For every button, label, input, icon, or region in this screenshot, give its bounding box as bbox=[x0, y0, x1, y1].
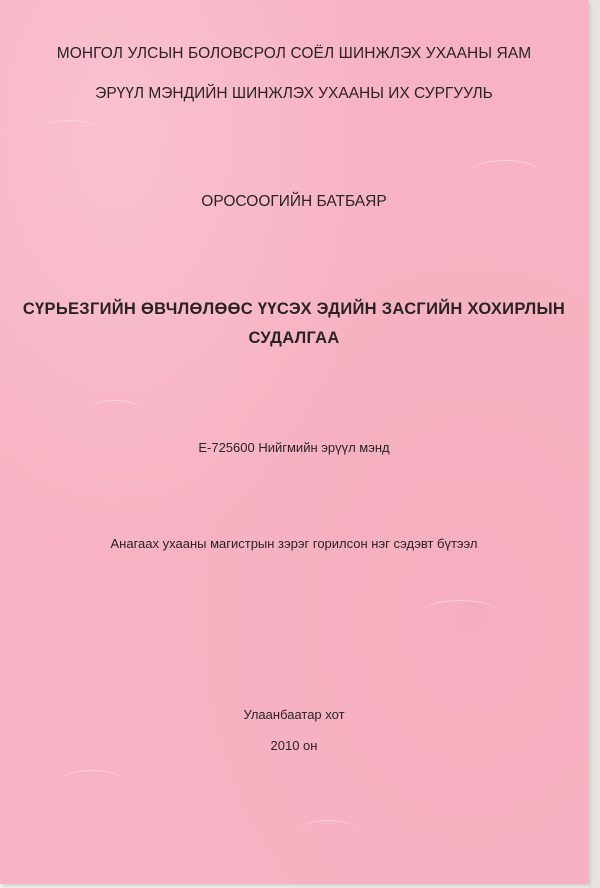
university-name: ЭРҮҮЛ МЭНДИЙН ШИНЖЛЭХ УХААНЫ ИХ СУРГУУЛЬ bbox=[95, 85, 493, 102]
author-name: ОРОСООГИЙН БАТБАЯР bbox=[201, 193, 387, 210]
city: Улаанбаатар хот bbox=[243, 707, 345, 722]
degree-statement: Анагаах ухааны магистрын зэрэг горилсон нэг сэдэвт бүтээл bbox=[110, 536, 478, 551]
thesis-title-line-2: СУДАЛГАА bbox=[248, 329, 340, 347]
thesis-title-line-1: СҮРЬЕЗГИЙН ӨВЧЛӨЛӨӨС ҮҮСЭХ ЭДИЙН ЗАСГИЙН ХОХИРЛЫН bbox=[22, 300, 566, 318]
specialty-code: Е-725600 Нийгмийн эрүүл мэнд bbox=[198, 440, 390, 455]
ministry-name: МОНГОЛ УЛСЫН БОЛОВСРОЛ СОЁЛ ШИНЖЛЭХ УХААНЫ ЯАМ bbox=[56, 45, 532, 62]
year: 2010 он bbox=[270, 738, 318, 753]
page-edge bbox=[588, 0, 600, 888]
